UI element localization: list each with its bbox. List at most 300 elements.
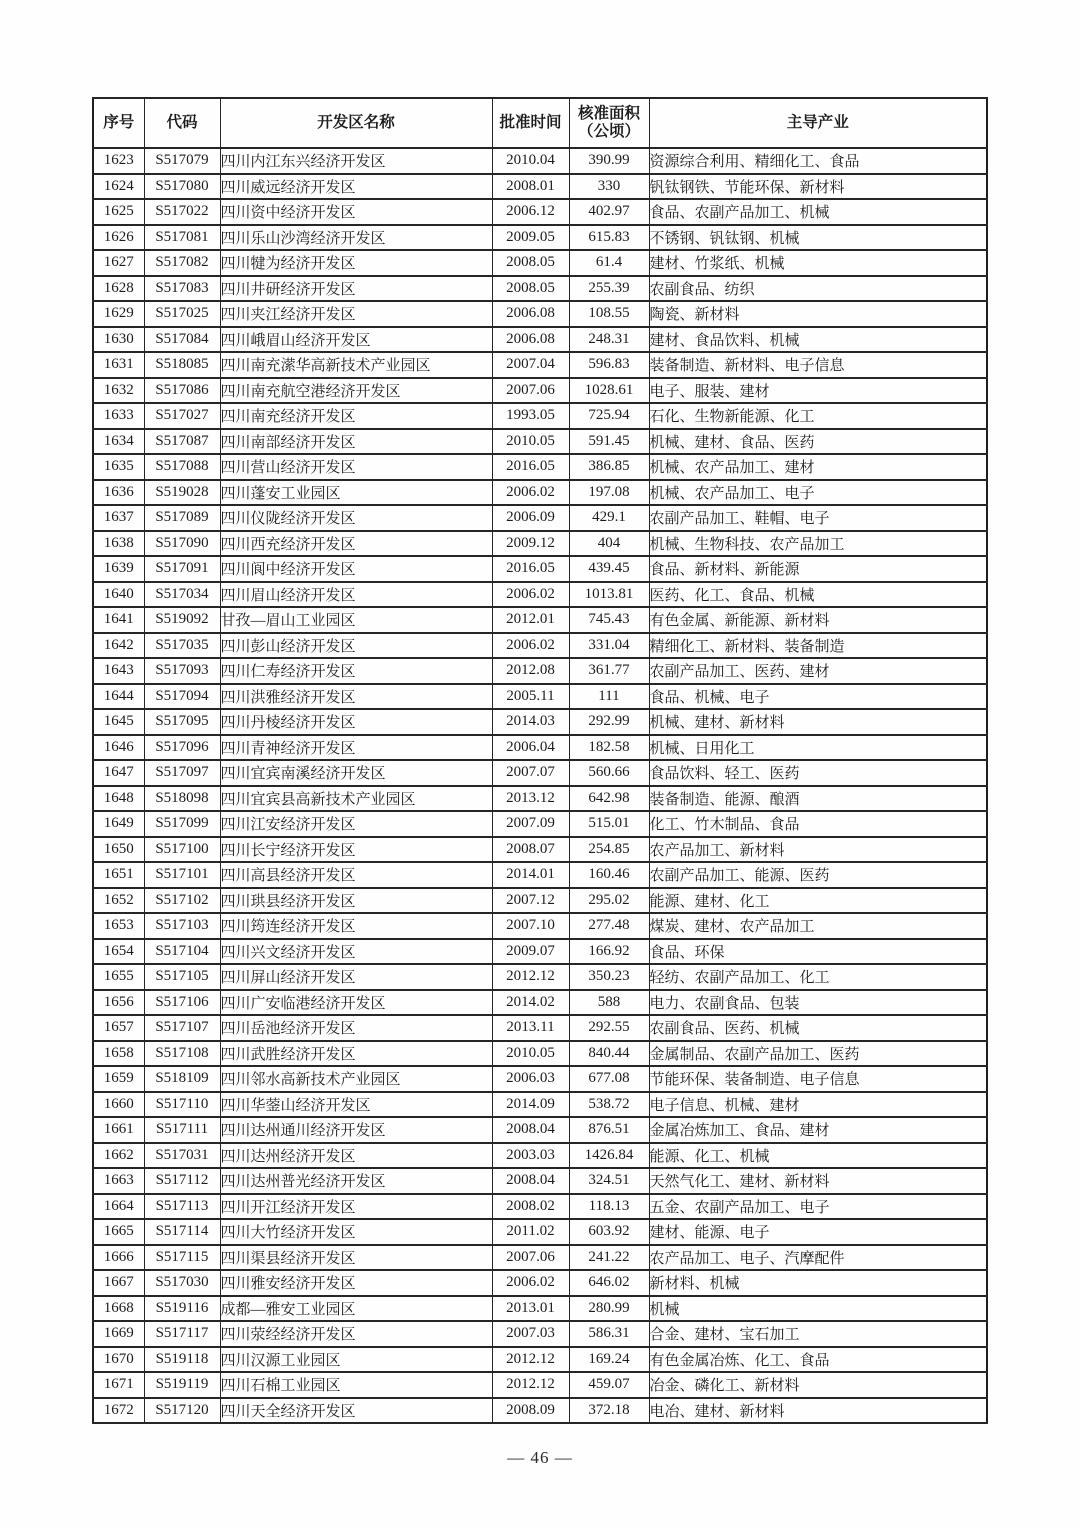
approval-date-cell: 2016.05 [492,454,569,480]
code-cell: S517114 [144,1219,220,1245]
zone-name-cell: 四川邻水高新技术产业园区 [220,1066,492,1092]
industry-cell: 食品、新材料、新能源 [649,556,987,582]
table-row [93,1270,987,1296]
area-cell: 160.46 [569,862,649,888]
zone-name-cell: 四川广安临港经济开发区 [220,990,492,1016]
area-cell: 277.48 [569,913,649,939]
header-serial: 序号 [93,98,144,148]
zone-name-cell: 四川荥经经济开发区 [220,1321,492,1347]
industry-cell: 合金、建材、宝石加工 [649,1321,987,1347]
approval-date-cell: 2012.08 [492,658,569,684]
table-row [93,1347,987,1373]
code-cell: S517079 [144,148,220,174]
code-cell: S517091 [144,556,220,582]
table-row [93,276,987,302]
code-cell: S517087 [144,429,220,455]
serial-cell: 1646 [93,735,144,761]
industry-cell: 装备制造、新材料、电子信息 [649,352,987,378]
approval-date-cell: 2003.03 [492,1143,569,1169]
area-cell: 182.58 [569,735,649,761]
table-row [93,760,987,786]
zone-name-cell: 四川天全经济开发区 [220,1398,492,1424]
area-cell: 596.83 [569,352,649,378]
area-cell: 390.99 [569,148,649,174]
serial-cell: 1642 [93,633,144,659]
table-row [93,582,987,608]
approval-date-cell: 2008.04 [492,1117,569,1143]
zone-name-cell: 四川青神经济开发区 [220,735,492,761]
zone-name-cell: 四川乐山沙湾经济开发区 [220,225,492,251]
serial-cell: 1624 [93,174,144,200]
serial-cell: 1630 [93,327,144,353]
area-cell: 361.77 [569,658,649,684]
industry-cell: 机械、日用化工 [649,735,987,761]
industry-cell: 能源、建材、化工 [649,888,987,914]
approval-date-cell: 2007.03 [492,1321,569,1347]
area-cell: 1013.81 [569,582,649,608]
zone-name-cell: 四川眉山经济开发区 [220,582,492,608]
table-row [93,888,987,914]
industry-cell: 建材、能源、电子 [649,1219,987,1245]
serial-cell: 1627 [93,250,144,276]
code-cell: S519028 [144,480,220,506]
serial-cell: 1667 [93,1270,144,1296]
table-row [93,454,987,480]
industry-cell: 农副产品加工、鞋帽、电子 [649,505,987,531]
serial-cell: 1633 [93,403,144,429]
area-cell: 840.44 [569,1041,649,1067]
industry-cell: 陶瓷、新材料 [649,301,987,327]
zone-name-cell: 四川宜宾南溪经济开发区 [220,760,492,786]
header-zone-name: 开发区名称 [220,98,492,148]
code-cell: S517034 [144,582,220,608]
zone-name-cell: 四川高县经济开发区 [220,862,492,888]
area-cell: 169.24 [569,1347,649,1373]
code-cell: S518085 [144,352,220,378]
zone-name-cell: 四川江安经济开发区 [220,811,492,837]
area-cell: 292.99 [569,709,649,735]
serial-cell: 1632 [93,378,144,404]
approval-date-cell: 2010.05 [492,429,569,455]
approval-date-cell: 2011.02 [492,1219,569,1245]
area-cell: 459.07 [569,1372,649,1398]
approval-date-cell: 2014.03 [492,709,569,735]
serial-cell: 1623 [93,148,144,174]
area-cell: 876.51 [569,1117,649,1143]
table-row [93,837,987,863]
area-cell: 331.04 [569,633,649,659]
approval-date-cell: 2012.12 [492,964,569,990]
code-cell: S517097 [144,760,220,786]
header-area-line1: 核准面积 [577,105,640,123]
serial-cell: 1663 [93,1168,144,1194]
area-cell: 255.39 [569,276,649,302]
code-cell: S519092 [144,607,220,633]
area-cell: 586.31 [569,1321,649,1347]
table-row [93,1143,987,1169]
zone-name-cell: 四川犍为经济开发区 [220,250,492,276]
code-cell: S517035 [144,633,220,659]
code-cell: S517101 [144,862,220,888]
table-row [93,250,987,276]
serial-cell: 1653 [93,913,144,939]
zone-name-cell: 四川西充经济开发区 [220,531,492,557]
approval-date-cell: 2007.06 [492,378,569,404]
zone-name-cell: 四川华蓥山经济开发区 [220,1092,492,1118]
approval-date-cell: 2008.05 [492,250,569,276]
code-cell: S517102 [144,888,220,914]
industry-cell: 新材料、机械 [649,1270,987,1296]
area-cell: 591.45 [569,429,649,455]
area-cell: 402.97 [569,199,649,225]
code-cell: S517117 [144,1321,220,1347]
area-cell: 241.22 [569,1245,649,1271]
serial-cell: 1625 [93,199,144,225]
code-cell: S519119 [144,1372,220,1398]
area-cell: 1426.84 [569,1143,649,1169]
code-cell: S517115 [144,1245,220,1271]
code-cell: S517089 [144,505,220,531]
zone-name-cell: 四川宜宾县高新技术产业园区 [220,786,492,812]
table-row [93,633,987,659]
zone-name-cell: 四川南充航空港经济开发区 [220,378,492,404]
zone-name-cell: 四川仁寿经济开发区 [220,658,492,684]
approval-date-cell: 2008.05 [492,276,569,302]
development-zones-table [92,97,988,1424]
serial-cell: 1665 [93,1219,144,1245]
industry-cell: 机械、农产品加工、建材 [649,454,987,480]
table-row [93,556,987,582]
zone-name-cell: 四川内江东兴经济开发区 [220,148,492,174]
serial-cell: 1626 [93,225,144,251]
serial-cell: 1638 [93,531,144,557]
zone-name-cell: 四川雅安经济开发区 [220,1270,492,1296]
industry-cell: 农产品加工、电子、汽摩配件 [649,1245,987,1271]
approval-date-cell: 2012.12 [492,1372,569,1398]
zone-name-cell: 四川岳池经济开发区 [220,1015,492,1041]
serial-cell: 1647 [93,760,144,786]
zone-name-cell: 四川开江经济开发区 [220,1194,492,1220]
table-row [93,148,987,174]
serial-cell: 1655 [93,964,144,990]
serial-cell: 1649 [93,811,144,837]
header-row [93,98,987,148]
code-cell: S517080 [144,174,220,200]
approval-date-cell: 2012.01 [492,607,569,633]
table-row [93,913,987,939]
approval-date-cell: 2013.12 [492,786,569,812]
page-number: — 46 — [507,1448,573,1467]
serial-cell: 1629 [93,301,144,327]
table-row [93,684,987,710]
serial-cell: 1650 [93,837,144,863]
zone-name-cell: 四川汉源工业园区 [220,1347,492,1373]
serial-cell: 1669 [93,1321,144,1347]
code-cell: S518109 [144,1066,220,1092]
table-row [93,505,987,531]
industry-cell: 农副产品加工、能源、医药 [649,862,987,888]
serial-cell: 1637 [93,505,144,531]
table-row [93,1321,987,1347]
table-row [93,607,987,633]
zone-name-cell: 四川屏山经济开发区 [220,964,492,990]
approval-date-cell: 2006.04 [492,735,569,761]
serial-cell: 1643 [93,658,144,684]
serial-cell: 1651 [93,862,144,888]
area-cell: 404 [569,531,649,557]
table-row [93,1372,987,1398]
zone-name-cell: 四川兴文经济开发区 [220,939,492,965]
serial-cell: 1634 [93,429,144,455]
approval-date-cell: 2007.10 [492,913,569,939]
table-row [93,786,987,812]
table-row [93,990,987,1016]
industry-cell: 金属冶炼加工、食品、建材 [649,1117,987,1143]
table-row [93,1066,987,1092]
industry-cell: 食品、机械、电子 [649,684,987,710]
approval-date-cell: 2006.12 [492,199,569,225]
zone-name-cell: 四川丹棱经济开发区 [220,709,492,735]
area-cell: 642.98 [569,786,649,812]
area-cell: 118.13 [569,1194,649,1220]
table-row [93,429,987,455]
industry-cell: 金属制品、农副产品加工、医药 [649,1041,987,1067]
industry-cell: 机械、生物科技、农产品加工 [649,531,987,557]
industry-cell: 装备制造、能源、酿酒 [649,786,987,812]
code-cell: S517093 [144,658,220,684]
table-row [93,352,987,378]
serial-cell: 1644 [93,684,144,710]
code-cell: S517084 [144,327,220,353]
code-cell: S517025 [144,301,220,327]
industry-cell: 资源综合利用、精细化工、食品 [649,148,987,174]
code-cell: S517031 [144,1143,220,1169]
serial-cell: 1641 [93,607,144,633]
industry-cell: 机械、建材、食品、医药 [649,429,987,455]
industry-cell: 五金、农副产品加工、电子 [649,1194,987,1220]
approval-date-cell: 2009.12 [492,531,569,557]
serial-cell: 1658 [93,1041,144,1067]
table-row [93,1117,987,1143]
industry-cell: 机械 [649,1296,987,1322]
serial-cell: 1640 [93,582,144,608]
approval-date-cell: 2009.05 [492,225,569,251]
area-cell: 292.55 [569,1015,649,1041]
code-cell: S517113 [144,1194,220,1220]
area-cell: 515.01 [569,811,649,837]
approval-date-cell: 2006.03 [492,1066,569,1092]
area-cell: 166.92 [569,939,649,965]
area-cell: 108.55 [569,301,649,327]
industry-cell: 电力、农副食品、包装 [649,990,987,1016]
code-cell: S517099 [144,811,220,837]
code-cell: S519116 [144,1296,220,1322]
industry-cell: 节能环保、装备制造、电子信息 [649,1066,987,1092]
serial-cell: 1631 [93,352,144,378]
area-cell: 677.08 [569,1066,649,1092]
zone-name-cell: 四川蓬安工业园区 [220,480,492,506]
zone-name-cell: 四川夹江经济开发区 [220,301,492,327]
serial-cell: 1654 [93,939,144,965]
code-cell: S517090 [144,531,220,557]
code-cell: S517120 [144,1398,220,1424]
area-cell: 324.51 [569,1168,649,1194]
table-row [93,225,987,251]
area-cell: 280.99 [569,1296,649,1322]
header-code: 代码 [144,98,220,148]
industry-cell: 食品饮料、轻工、医药 [649,760,987,786]
industry-cell: 机械、建材、新材料 [649,709,987,735]
table-row [93,1168,987,1194]
approval-date-cell: 2014.02 [492,990,569,1016]
zone-name-cell: 四川渠县经济开发区 [220,1245,492,1271]
code-cell: S519118 [144,1347,220,1373]
table-row [93,403,987,429]
industry-cell: 石化、生物新能源、化工 [649,403,987,429]
serial-cell: 1668 [93,1296,144,1322]
code-cell: S517103 [144,913,220,939]
area-cell: 603.92 [569,1219,649,1245]
serial-cell: 1672 [93,1398,144,1424]
table-row [93,1219,987,1245]
code-cell: S517022 [144,199,220,225]
table-row [93,709,987,735]
zone-name-cell: 成都—雅安工业园区 [220,1296,492,1322]
approval-date-cell: 2014.09 [492,1092,569,1118]
industry-cell: 食品、农副产品加工、机械 [649,199,987,225]
code-cell: S517096 [144,735,220,761]
approval-date-cell: 2012.12 [492,1347,569,1373]
area-cell: 538.72 [569,1092,649,1118]
approval-date-cell: 1993.05 [492,403,569,429]
serial-cell: 1636 [93,480,144,506]
zone-name-cell: 甘孜—眉山工业园区 [220,607,492,633]
serial-cell: 1664 [93,1194,144,1220]
code-cell: S517088 [144,454,220,480]
code-cell: S517100 [144,837,220,863]
serial-cell: 1628 [93,276,144,302]
approval-date-cell: 2008.07 [492,837,569,863]
table-row [93,301,987,327]
approval-date-cell: 2006.02 [492,1270,569,1296]
area-cell: 615.83 [569,225,649,251]
header-approval-date: 批准时间 [492,98,569,148]
code-cell: S517082 [144,250,220,276]
code-cell: S517104 [144,939,220,965]
industry-cell: 电冶、建材、新材料 [649,1398,987,1424]
zone-name-cell: 四川井研经济开发区 [220,276,492,302]
industry-cell: 能源、化工、机械 [649,1143,987,1169]
industry-cell: 冶金、磷化工、新材料 [649,1372,987,1398]
area-cell: 439.45 [569,556,649,582]
code-cell: S517111 [144,1117,220,1143]
area-cell: 295.02 [569,888,649,914]
approval-date-cell: 2014.01 [492,862,569,888]
industry-cell: 农副食品、纺织 [649,276,987,302]
area-cell: 350.23 [569,964,649,990]
approval-date-cell: 2005.11 [492,684,569,710]
table-header [93,98,987,148]
table-row [93,811,987,837]
code-cell: S517083 [144,276,220,302]
zone-name-cell: 四川达州普光经济开发区 [220,1168,492,1194]
area-cell: 61.4 [569,250,649,276]
code-cell: S517081 [144,225,220,251]
table-row [93,1015,987,1041]
zone-name-cell: 四川长宁经济开发区 [220,837,492,863]
approval-date-cell: 2008.04 [492,1168,569,1194]
approval-date-cell: 2016.05 [492,556,569,582]
code-cell: S517106 [144,990,220,1016]
serial-cell: 1635 [93,454,144,480]
code-cell: S517027 [144,403,220,429]
area-cell: 646.02 [569,1270,649,1296]
approval-date-cell: 2010.04 [492,148,569,174]
industry-cell: 建材、食品饮料、机械 [649,327,987,353]
table-row [93,1296,987,1322]
industry-cell: 化工、竹木制品、食品 [649,811,987,837]
approval-date-cell: 2007.04 [492,352,569,378]
serial-cell: 1662 [93,1143,144,1169]
table-row [93,735,987,761]
approval-date-cell: 2006.08 [492,301,569,327]
code-cell: S517107 [144,1015,220,1041]
industry-cell: 电子信息、机械、建材 [649,1092,987,1118]
zone-name-cell: 四川南充经济开发区 [220,403,492,429]
zone-name-cell: 四川洪雅经济开发区 [220,684,492,710]
zone-name-cell: 四川峨眉山经济开发区 [220,327,492,353]
industry-cell: 农副食品、医药、机械 [649,1015,987,1041]
industry-cell: 天然气化工、建材、新材料 [649,1168,987,1194]
serial-cell: 1648 [93,786,144,812]
zone-name-cell: 四川达州通川经济开发区 [220,1117,492,1143]
area-cell: 330 [569,174,649,200]
code-cell: S517105 [144,964,220,990]
industry-cell: 农产品加工、新材料 [649,837,987,863]
approval-date-cell: 2008.09 [492,1398,569,1424]
zone-name-cell: 四川筠连经济开发区 [220,913,492,939]
header-leading-industry: 主导产业 [649,98,987,148]
industry-cell: 轻纺、农副产品加工、化工 [649,964,987,990]
header-area-line2: （公顷） [577,123,640,140]
zone-name-cell: 四川武胜经济开发区 [220,1041,492,1067]
table-row [93,862,987,888]
zone-name-cell: 四川阆中经济开发区 [220,556,492,582]
table-row [93,1194,987,1220]
area-cell: 725.94 [569,403,649,429]
approval-date-cell: 2008.02 [492,1194,569,1220]
approval-date-cell: 2013.11 [492,1015,569,1041]
table-row [93,1245,987,1271]
zone-name-cell: 四川大竹经济开发区 [220,1219,492,1245]
area-cell: 429.1 [569,505,649,531]
serial-cell: 1659 [93,1066,144,1092]
industry-cell: 精细化工、新材料、装备制造 [649,633,987,659]
area-cell: 254.85 [569,837,649,863]
code-cell: S517030 [144,1270,220,1296]
code-cell: S517108 [144,1041,220,1067]
serial-cell: 1656 [93,990,144,1016]
industry-cell: 钒钛钢铁、节能环保、新材料 [649,174,987,200]
area-cell: 372.18 [569,1398,649,1424]
industry-cell: 食品、环保 [649,939,987,965]
approval-date-cell: 2010.05 [492,1041,569,1067]
area-cell: 111 [569,684,649,710]
approval-date-cell: 2006.02 [492,633,569,659]
serial-cell: 1661 [93,1117,144,1143]
serial-cell: 1657 [93,1015,144,1041]
zone-name-cell: 四川彭山经济开发区 [220,633,492,659]
